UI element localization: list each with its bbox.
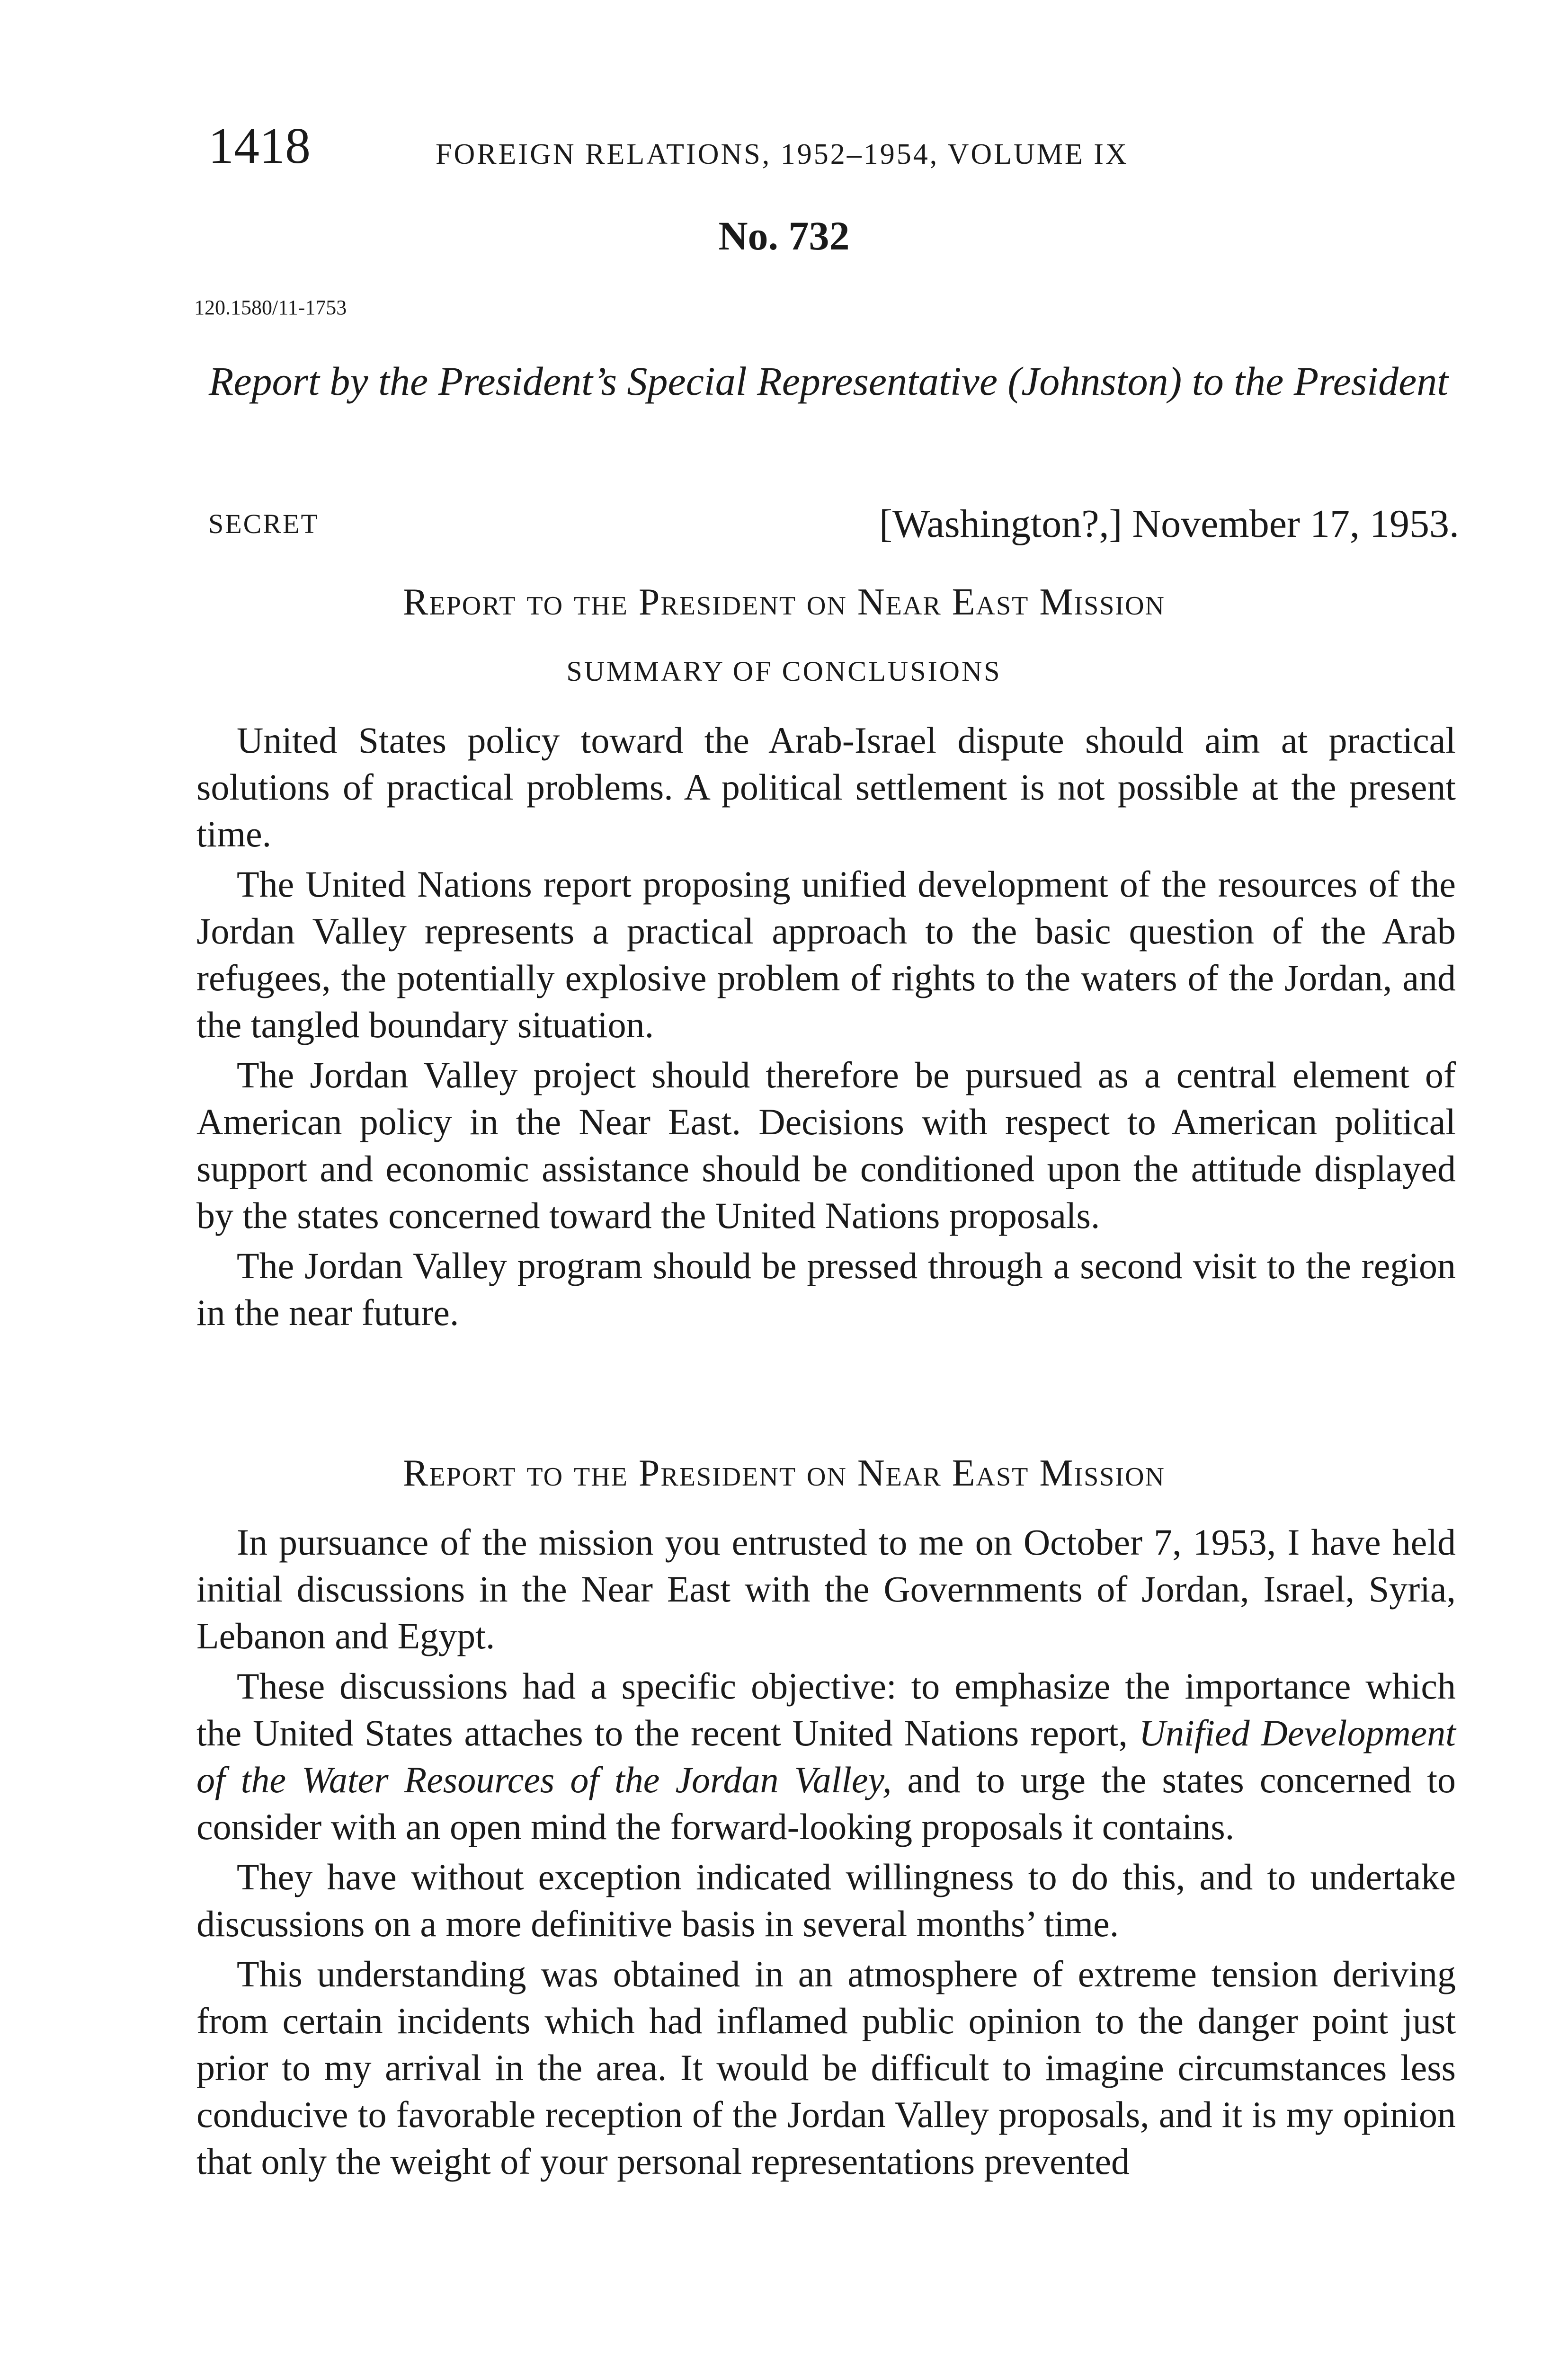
report-title-citation: Unified Development of the Water Resources of the Jordan Valley, xyxy=(196,1712,1456,1800)
dateline-text: [Washington?,] November 17, 1953. xyxy=(879,502,1459,546)
report-paragraph-3: They have without exception indicated willingness to do this, and to undertake discussions on a more definitive basis in several months’ time. xyxy=(196,1856,1456,1944)
summary-body xyxy=(196,717,1456,1339)
report-paragraph-1: In pursuance of the mission you entrusted to me on October 7, 1953, I have held initial discussions in the Near East with the Governments of Jordan, Israel, Syria, Lebanon and Egypt. xyxy=(196,1522,1456,1656)
summary-paragraph: The United Nations report proposing unified development of the resources of the Jordan Valley represents a practical approach to the basic question of the Arab refugees, the potentially explosive problem of rights to the waters of the Jordan, and the tangled boundary situation. xyxy=(196,863,1456,1045)
document-title: Report by the President’s Special Representative (Johnston) to the President xyxy=(208,358,1449,404)
summary-heading: Report to the President on Near East Mission xyxy=(403,581,1165,623)
classification-label: SECRET xyxy=(208,508,319,539)
dateline xyxy=(879,504,1459,544)
document-number: No. 732 xyxy=(718,213,850,258)
summary-paragraph: The Jordan Valley program should be pressed through a second visit to the region in the near future. xyxy=(196,1245,1456,1333)
page-header xyxy=(208,118,1468,187)
summary-paragraph: United States policy toward the Arab-Israel dispute should aim at practical solutions of practical problems. A political settlement is not possible at the present time. xyxy=(196,720,1456,854)
summary-subheading: SUMMARY OF CONCLUSIONS xyxy=(566,656,1002,687)
report-body xyxy=(196,1519,1456,2188)
page-number: 1418 xyxy=(208,118,311,174)
report-paragraph-2-end: and to urge the states concerned to consider with an open mind the forward-looking proposals it contains. xyxy=(196,1759,1456,1847)
report-paragraph-2-start: These discussions had a specific objective: to emphasize the importance which the United States attaches to the recent United Nations report, xyxy=(196,1665,1456,1753)
running-head: FOREIGN RELATIONS, 1952–1954, VOLUME IX xyxy=(436,138,1129,170)
file-number: 120.1580/11-1753 xyxy=(194,296,347,319)
summary-paragraph: The Jordan Valley project should therefore be pursued as a central element of American policy in the Near East. Decisions with respect to American political support and economic assistance should be conditioned upon the attitude displayed by the states concerned toward the United Nations proposals. xyxy=(196,1054,1456,1236)
report-paragraph-2 xyxy=(196,1663,1456,1850)
report-paragraph-4: This understanding was obtained in an atmosphere of extreme tension deriving from certain incidents which had inflamed public opinion to the danger point just prior to my arrival in the area. It would be difficult to imagine circumstances less conducive to favorable reception of the Jordan Valley proposals, and it is my opinion that only the weight of your personal representations prevented xyxy=(196,1953,1456,2182)
report-heading: Report to the President on Near East Mission xyxy=(403,1452,1165,1494)
